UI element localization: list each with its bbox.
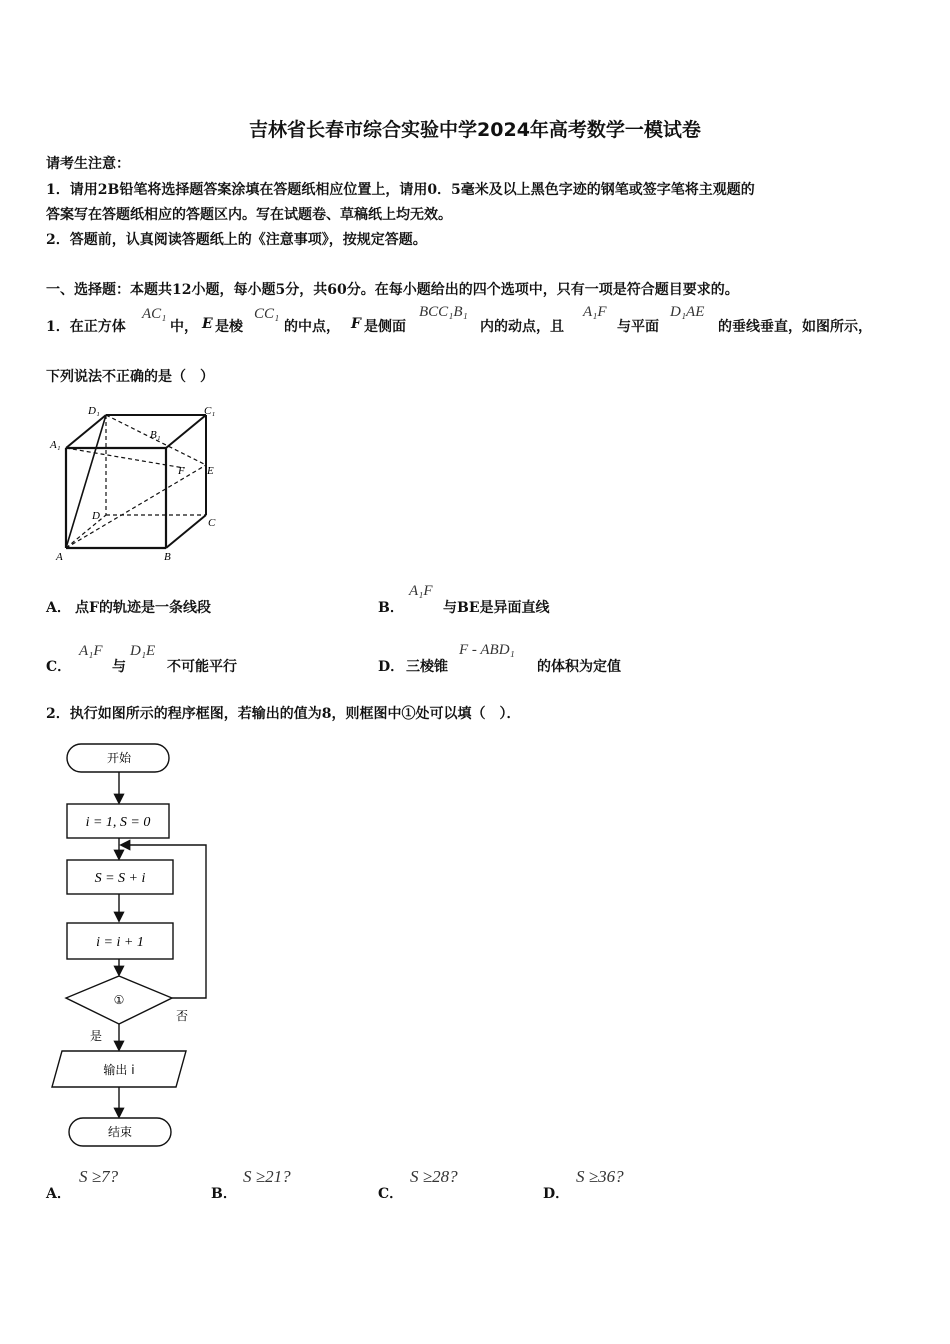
q1-text-4: 的中点， xyxy=(284,319,340,335)
q1-option-d-text: 的体积为定值 xyxy=(537,659,621,675)
q1-text-6: 内的动点，且 xyxy=(480,319,564,335)
flowchart xyxy=(48,738,228,1154)
label-b: B xyxy=(164,551,171,563)
notice-heading: 请考生注意： xyxy=(46,156,130,172)
q1-text-3: 是棱 xyxy=(215,319,243,335)
label-c1: C₁ xyxy=(204,405,216,417)
label-b1: B₁ xyxy=(150,429,161,441)
q1-option-d-pre: 三棱锥 xyxy=(406,659,448,675)
label-c: C xyxy=(208,517,216,529)
label-a1: A₁ xyxy=(50,439,61,451)
notice-line-1a: 1．请用2B铅笔将选择题答案涂填在答题纸相应位置上，请用0．5毫米及以上黑色字迹的钢笔或签字笔将主观题的 xyxy=(46,182,755,198)
flow-cond-text: ① xyxy=(113,993,125,1007)
flow-end-text: 结束 xyxy=(107,1125,133,1139)
q2-option-d-label: D． xyxy=(543,1186,570,1202)
q2-option-a-label: A． xyxy=(46,1186,71,1202)
q2-option-b-math: S ≥21? xyxy=(243,1167,291,1186)
q2-option-b-label: B． xyxy=(211,1186,237,1202)
q1-text-7: 与平面 xyxy=(617,319,659,335)
q1-text-8: 的垂线垂直，如图所示， xyxy=(718,319,872,335)
q1-point-f: F xyxy=(351,316,361,332)
line-a-d1 xyxy=(66,415,106,548)
flow-no-label: 否 xyxy=(176,1009,189,1023)
edge-a1-d1 xyxy=(66,415,106,448)
flow-loop-back xyxy=(122,845,206,998)
q1-option-d-math: F - ABD₁ xyxy=(459,642,515,658)
hidden-edge-a-d xyxy=(66,515,106,548)
label-e: E xyxy=(207,465,214,477)
q2-option-c-label: C． xyxy=(378,1186,404,1202)
q1-math-ac1: AC₁ xyxy=(142,306,167,322)
section-heading: 一、选择题：本题共12小题，每小题5分，共60分。在每小题给出的四个选项中，只有一项是符合题目要求的。 xyxy=(46,282,739,298)
flow-init-text: i = 1, S = 0 xyxy=(85,815,151,830)
q1-option-a-text: 点F的轨迹是一条线段 xyxy=(75,600,211,616)
label-f: F xyxy=(178,465,185,477)
q1-text-5: 是侧面 xyxy=(364,319,406,335)
notice-line-2: 2．答题前，认真阅读答题纸上的《注意事项》，按规定答题。 xyxy=(46,232,427,248)
q1-point-e: E xyxy=(202,316,213,332)
q1-option-b-text: 与BE是异面直线 xyxy=(443,600,550,616)
q1-option-c-text: 不可能平行 xyxy=(167,659,237,675)
page-title: 吉林省长春市综合实验中学2024年高考数学一模试卷 xyxy=(249,119,701,141)
edge-b1-c1 xyxy=(166,415,206,448)
q2-option-c-math: S ≥28? xyxy=(410,1167,458,1186)
q2-stem: 2．执行如图所示的程序框图，若输出的值为8，则框图中①处可以填（ ）． xyxy=(46,706,521,722)
q1-math-a1f: A₁F xyxy=(583,304,607,320)
q1-option-a-label: A． xyxy=(46,600,71,616)
q1-option-b-math: A₁F xyxy=(409,583,433,599)
notice-line-1b: 答案写在答题纸相应的答题区内。写在试题卷、草稿纸上均无效。 xyxy=(46,207,452,223)
cube-figure xyxy=(44,398,224,563)
flow-output-text: 输出 i xyxy=(103,1063,135,1077)
edge-b-c xyxy=(166,515,206,548)
q1-option-c-label: C． xyxy=(46,659,72,675)
flow-inc-text: i = i + 1 xyxy=(96,935,144,950)
q1-math-cc1: CC₁ xyxy=(254,306,280,322)
flow-sum-text: S = S + i xyxy=(94,871,146,886)
q1-option-b-label: B． xyxy=(378,600,404,616)
q2-option-a-math: S ≥7? xyxy=(79,1167,119,1186)
q1-option-c-mid: 与 xyxy=(112,659,126,675)
q1-math-d1ae: D₁AE xyxy=(670,304,705,320)
label-d1: D₁ xyxy=(88,405,100,417)
label-a: A xyxy=(56,551,63,563)
q2-option-d-math: S ≥36? xyxy=(576,1167,624,1186)
flow-yes-label: 是 xyxy=(90,1029,103,1043)
q1-option-d-label: D． xyxy=(378,659,405,675)
flow-start-text: 开始 xyxy=(106,751,132,765)
q1-option-c-math-1: A₁F xyxy=(79,643,103,659)
q1-line-2: 下列说法不正确的是（ ） xyxy=(46,369,214,385)
q1-option-c-math-2: D₁E xyxy=(130,643,156,659)
q1-text-2: 中， xyxy=(170,319,198,335)
q1-text-1: 1．在正方体 xyxy=(46,319,126,335)
q1-math-bcc1b1: BCC₁B₁ xyxy=(419,304,468,320)
label-d: D xyxy=(92,510,100,522)
